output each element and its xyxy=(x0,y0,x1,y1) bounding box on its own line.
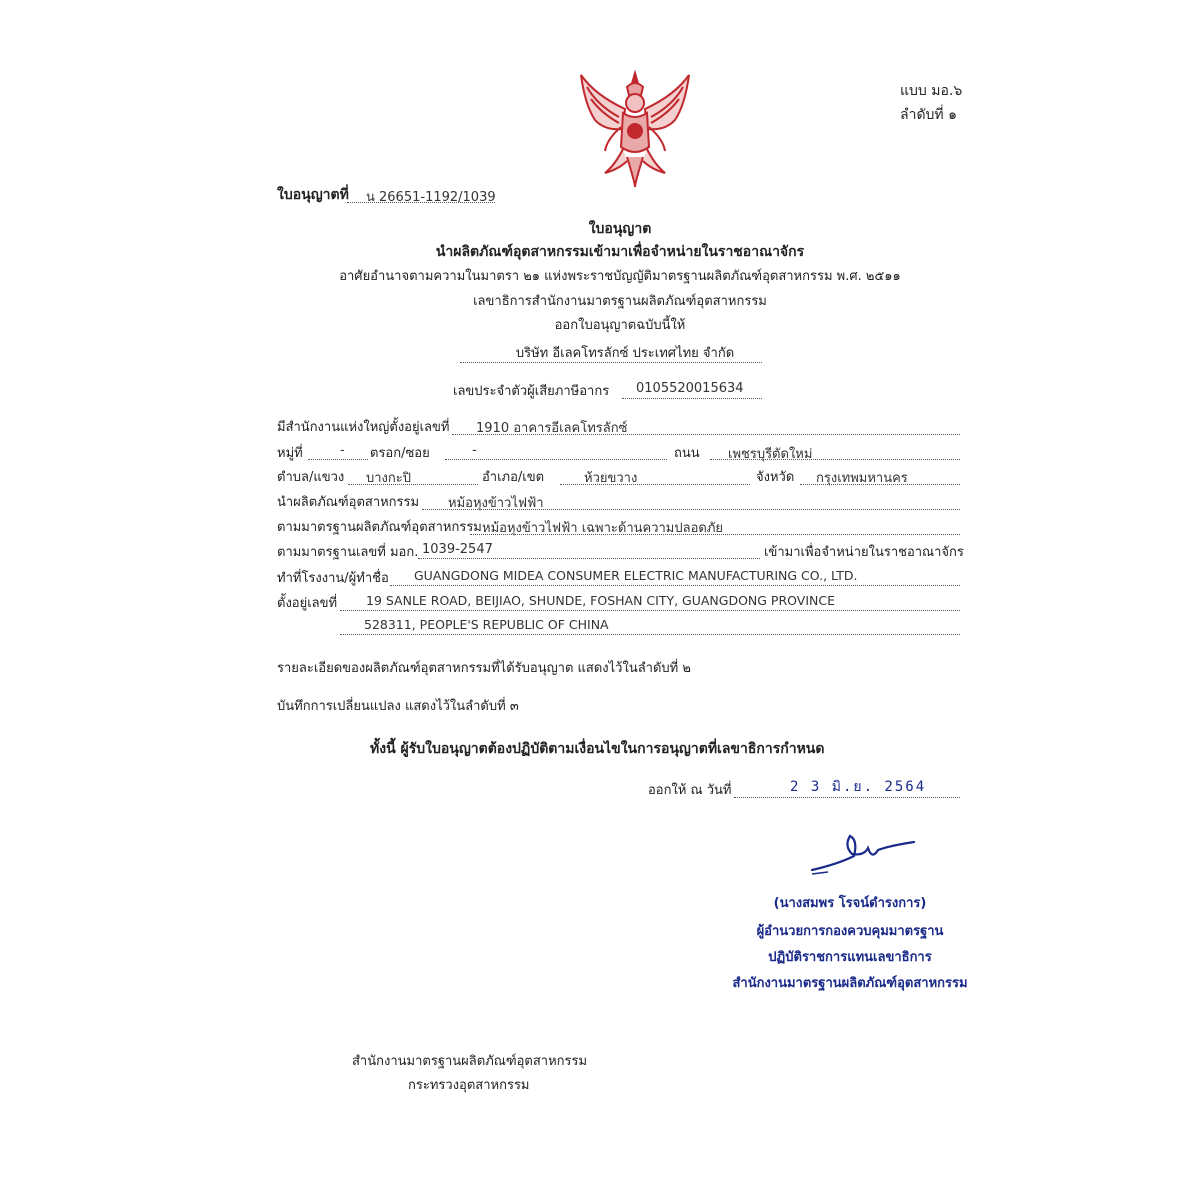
road-value: เพชรบุรีตัดใหม่ xyxy=(728,447,813,462)
province-label: จังหวัด xyxy=(756,470,795,485)
changes-note: บันทึกการเปลี่ยนแปลง แสดงไว้ในลำดับที่ ๓ xyxy=(277,699,519,714)
subdistrict-label: ตำบล/แขวง xyxy=(277,470,345,485)
hq-value: 1910 อาคารอีเลคโทรลักซ์ xyxy=(476,421,628,436)
located-line-2 xyxy=(340,634,960,635)
issue-date-value: 2 3 มิ.ย. 2564 xyxy=(790,779,927,795)
license-number-label: ใบอนุญาตที่ xyxy=(277,187,349,203)
company-name-line xyxy=(460,362,762,363)
company-name: บริษัท อีเลคโทรลักซ์ ประเทศไทย จำกัด xyxy=(515,346,735,361)
province-line xyxy=(800,484,960,485)
condition-note: ทั้งนี้ ผู้รับใบอนุญาตต้องปฏิบัติตามเงื่อนไขในการอนุญาตที่เลขาธิการกำหนด xyxy=(370,741,825,757)
signatory-name: (นางสมพร โรจน์ดำรงการ) xyxy=(773,896,927,911)
standard-number-label: ตามมาตรฐานเลขที่ มอก. xyxy=(277,545,419,560)
district-value: ห้วยขวาง xyxy=(584,471,638,486)
soi-value: - xyxy=(472,443,477,458)
located-value-2: 528311, PEOPLE'S REPUBLIC OF CHINA xyxy=(364,617,609,632)
form-sequence: ลำดับที่ ๑ xyxy=(900,107,957,123)
moo-line xyxy=(308,459,368,460)
footer-office: สำนักงานมาตรฐานผลิตภัณฑ์อุตสาหกรรม xyxy=(352,1054,588,1069)
located-line xyxy=(340,610,960,611)
handwritten-signature-icon xyxy=(808,826,918,878)
tax-id-label: เลขประจำตัวผู้เสียภาษีอากร xyxy=(453,384,610,399)
product-line xyxy=(422,509,960,510)
secretary-line: เลขาธิการสำนักงานมาตรฐานผลิตภัณฑ์อุตสาหกรรม xyxy=(473,294,767,309)
issue-line: ออกใบอนุญาตฉบับนี้ให้ xyxy=(554,318,686,333)
located-value: 19 SANLE ROAD, BEIJIAO, SHUNDE, FOSHAN CITY, GUANGDONG PROVINCE xyxy=(366,593,835,608)
signatory-position-3: สำนักงานมาตรฐานผลิตภัณฑ์อุตสาหกรรม xyxy=(732,976,968,991)
standard-number-suffix: เข้ามาเพื่อจำหน่ายในราชอาณาจักร xyxy=(764,545,964,560)
road-label: ถนน xyxy=(674,446,700,461)
province-value: กรุงเทพมหานคร xyxy=(816,471,908,486)
standard-value: หม้อหุงข้าวไฟฟ้า เฉพาะด้านความปลอดภัย xyxy=(482,521,724,536)
tax-id-value: 0105520015634 xyxy=(636,381,744,396)
license-number-value: น 26651-1192/1039 xyxy=(366,190,496,205)
tax-id-line xyxy=(622,398,762,399)
document-title: ใบอนุญาต xyxy=(588,221,652,237)
subdistrict-value: บางกะปิ xyxy=(366,471,412,486)
product-value: หม้อหุงข้าวไฟฟ้า xyxy=(448,496,544,511)
soi-line xyxy=(445,459,667,460)
road-line xyxy=(710,459,960,460)
district-line xyxy=(560,484,750,485)
factory-value: GUANGDONG MIDEA CONSUMER ELECTRIC MANUFACTURING CO., LTD. xyxy=(414,568,858,583)
subdistrict-line xyxy=(348,484,478,485)
standard-number-line xyxy=(418,558,760,559)
hq-line xyxy=(452,434,960,435)
hq-label: มีสำนักงานแห่งใหญ่ตั้งอยู่เลขที่ xyxy=(277,420,450,435)
located-label: ตั้งอยู่เลขที่ xyxy=(277,596,338,611)
form-code: แบบ มอ.๖ xyxy=(900,83,963,99)
authority-line: อาศัยอำนาจตามความในมาตรา ๒๑ แห่งพระราชบัญญัติมาตรฐานผลิตภัณฑ์อุตสาหกรรม พ.ศ. ๒๕๑๑ xyxy=(339,269,901,284)
product-label: นำผลิตภัณฑ์อุตสาหกรรม xyxy=(277,495,420,510)
soi-label: ตรอก/ซอย xyxy=(370,446,430,461)
issue-date-label: ออกให้ ณ วันที่ xyxy=(648,783,732,798)
license-number-line xyxy=(347,202,495,203)
district-label: อำเภอ/เขต xyxy=(482,470,545,485)
standard-line xyxy=(470,534,960,535)
issue-date-line xyxy=(734,797,960,798)
garuda-emblem-icon xyxy=(575,65,695,190)
factory-line xyxy=(390,585,960,586)
standard-label: ตามมาตรฐานผลิตภัณฑ์อุตสาหกรรม xyxy=(277,520,482,535)
moo-value: - xyxy=(340,443,345,458)
standard-number-value: 1039-2547 xyxy=(422,542,493,557)
factory-label: ทำที่โรงงาน/ผู้ทำชื่อ xyxy=(277,571,389,586)
footer-ministry: กระทรวงอุตสาหกรรม xyxy=(408,1078,530,1093)
moo-label: หมู่ที่ xyxy=(277,446,303,461)
signatory-position-2: ปฏิบัติราชการแทนเลขาธิการ xyxy=(768,950,932,965)
signatory-position-1: ผู้อำนวยการกองควบคุมมาตรฐาน xyxy=(756,924,944,939)
detail-note: รายละเอียดของผลิตภัณฑ์อุตสาหกรรมที่ได้รับอนุญาต แสดงไว้ในลำดับที่ ๒ xyxy=(277,661,691,676)
document-subtitle: นำผลิตภัณฑ์อุตสาหกรรมเข้ามาเพื่อจำหน่ายในราชอาณาจักร xyxy=(435,244,805,260)
